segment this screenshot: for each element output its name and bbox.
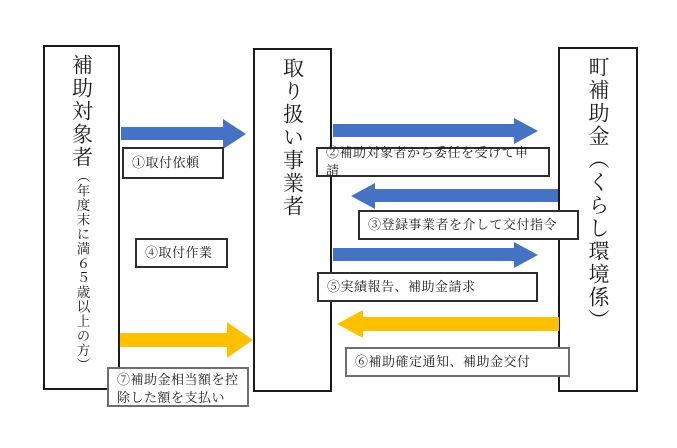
entity-box-handler xyxy=(253,48,332,392)
step3-label: ③登録事業者を介して交付指令 xyxy=(358,210,579,240)
town-title: 町補助金（くらし環境係） xyxy=(586,56,611,332)
handler-title: 取り扱い事業者 xyxy=(280,57,305,218)
recipient-subtitle: （年度末に満６５歳以上の方） xyxy=(74,169,90,372)
arrow-step5-right xyxy=(333,242,541,268)
step7-label: ⑦補助金相当額を控除した額を支払い xyxy=(107,367,249,407)
step5-label: ⑤実績報告、補助金請求 xyxy=(317,272,538,302)
arrow-step7-right xyxy=(120,322,256,358)
town-vertical-text xyxy=(587,49,609,332)
step4-label: ④取付作業 xyxy=(135,238,228,268)
arrow-step3-left xyxy=(348,183,558,209)
arrow-step1-right xyxy=(121,119,249,149)
arrow-step2-right xyxy=(333,118,541,144)
arrow-step6-left xyxy=(334,310,559,338)
step2-label: ②補助対象者から委任を受けて申請 xyxy=(316,147,550,177)
handler-vertical-text xyxy=(281,50,303,218)
step1-label: ①取付依頼 xyxy=(122,147,224,179)
entity-box-recipient xyxy=(43,45,120,390)
recipient-title: 補助対象者 xyxy=(69,54,94,169)
step6-label: ⑥補助確定通知、補助金交付 xyxy=(345,347,570,377)
recipient-vertical-text xyxy=(70,47,92,372)
